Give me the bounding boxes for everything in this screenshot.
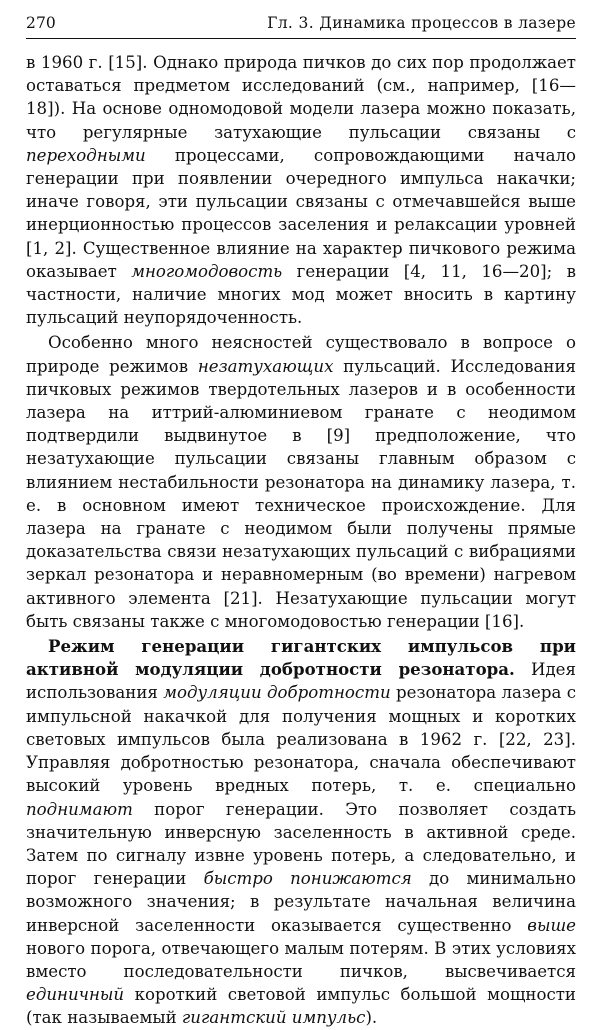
paragraph-3-italic-5: единичный (26, 985, 125, 1005)
page-header (26, 14, 576, 39)
paragraph-1-text-2: процессами, сопровождающими начало генерации при появлении очередного импульса накачки; иначе говоря, эти пульсации связаны с отмечавшейся выше инерционностью процессов заселения и релаксации уровней [1, 2]. Существенное влияние на характер пичкового режима оказывает (26, 145, 576, 281)
paragraph-3-text-3: порог генерации. Это позволяет создать значительную инверсную заселенность в активной среде. Затем по сигналу извне уровень потерь, а следовательно, и порог генерации (26, 799, 576, 889)
paragraph-3-text-5: нового порога, отвечающего малым потерям. В этих условиях вместо последовательности пичков, высвечивается (26, 938, 576, 981)
paragraph-3-italic-1: модуляции добротности (163, 683, 391, 703)
paragraph-1-text-1: в 1960 г. [15]. Однако природа пичков до сих пор продолжает оставаться предметом исследований (см., например, [16—18]). На основе одномодовой модели лазера можно показать, что регулярные затухающие пульсации связаны с (26, 53, 576, 142)
paragraph-3-text-6: короткий световой импульс большой мощности (так называемый (26, 985, 576, 1028)
chapter-title: Гл. 3. Динамика процессов в лазере (267, 14, 576, 32)
paragraph-2-italic-1: незатухающих (197, 356, 334, 376)
paragraph-3-text-1: Идея использования (26, 660, 576, 703)
paragraph-1-italic-2: многомодовость (131, 261, 283, 281)
paragraph-3-italic-2: поднимают (26, 799, 133, 819)
paragraph-1-italic-1: переходными (26, 145, 146, 165)
paragraph-3 (26, 635, 576, 1029)
paragraph-2-text-1: Особенно много неясностей существовало в вопросе о природе режимов (26, 333, 576, 376)
paragraph-1 (26, 51, 576, 329)
page-body (26, 51, 576, 1030)
paragraph-3-italic-6: гигантский импульс (181, 1008, 366, 1028)
paragraph-3-italic-3: быстро понижаются (203, 869, 412, 889)
paragraph-2-text-2: пульсаций. Исследования пичковых режимов твердотельных лазеров и в особенности лазера на иттрий-алюминиевом гранате с неодимом подтвердили выдвинутое в [9] предположение, что незатухающие пульсации связаны главным образом с влиянием нестабильности резонатора на динамику лазера, т. е. в основном имеют техническое происхождение. Для лазера на гранате с неодимом были получены прямые доказательства связи незатухающих пульсаций с вибрациями зеркал резонатора и неравномерным (во времени) нагревом активного элемента [21]. Незатухающие пульсации могут быть связаны также с многомодовостью генерации [16]. (26, 356, 576, 631)
page-number: 270 (26, 14, 56, 32)
book-page (26, 14, 576, 1030)
paragraph-3-text-7: ). (365, 1008, 378, 1028)
paragraph-2 (26, 331, 576, 633)
paragraph-3-text-2: резонатора лазера с импульсной накачкой для получения мощных и коротких световых импульсов была реализована в 1962 г. [22, 23]. Управляя добротностью резонатора, сначала обеспечивают высокий уровень вредных потерь, т. е. специально (26, 683, 577, 796)
paragraph-1-text-3: генерации [4, 11, 16—20]; в частности, наличие многих мод может вносить в картину пульсаций неупорядоченность. (26, 261, 576, 328)
paragraph-3-text-4: до минимально возможного значения; в результате начальная величина инверсной заселенности оказывается существенно (26, 869, 577, 935)
paragraph-3-italic-4: выше (527, 915, 576, 935)
section-run-in-heading: Режим генерации гигантских импульсов при активной модуляции добротности резонатора. (26, 636, 576, 680)
